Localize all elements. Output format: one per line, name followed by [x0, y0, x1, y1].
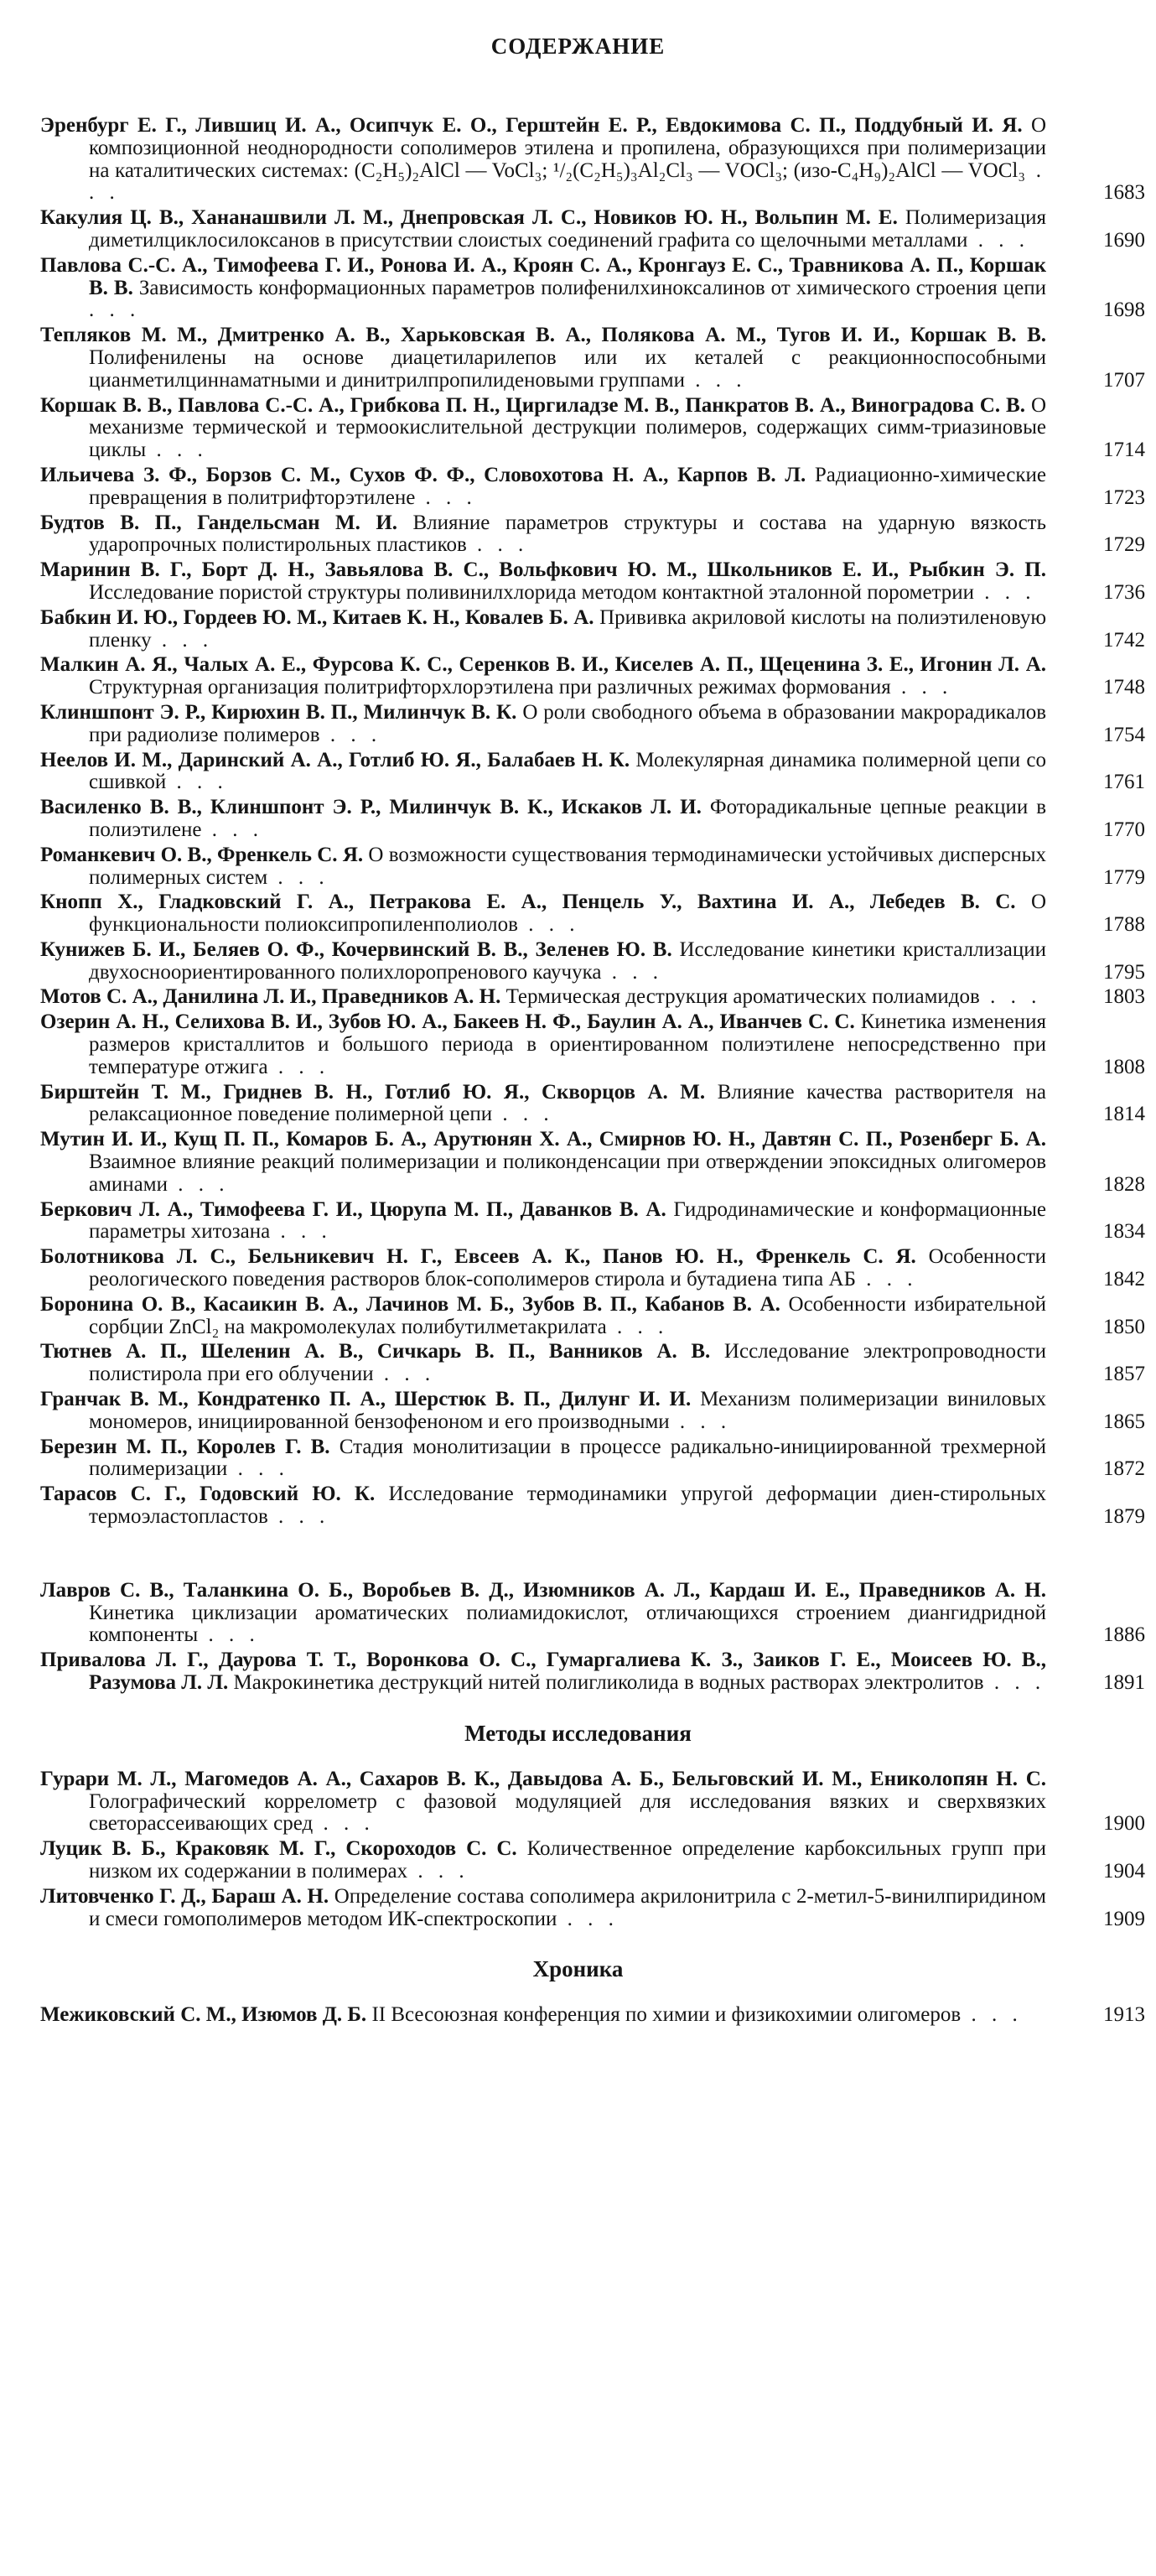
leader-dots: . . .: [557, 1907, 619, 1930]
leader-dots: . . .: [201, 818, 263, 841]
entry-authors: Лавров С. В., Таланкина О. Б., Воробьев В. Д., Изюмников А. Л., Кардаш И. Е., Праведников А. Н.: [40, 1578, 1046, 1602]
toc-entry: [40, 1080, 1145, 1127]
entry-authors: Павлова С.-С. А., Тимофеева Г. И., Ронова И. А., Кроян С. А., Кронгауз Е. С., Травникова А. П., Коршак В. В.: [40, 253, 1046, 299]
leader-dots: . . .: [492, 1103, 554, 1126]
entry-title: Количественное определение карбоксильных групп при низком их содержании в полимерах: [89, 1837, 1047, 1883]
entry-title: Исследование электропроводности полистирола при его облучении: [89, 1340, 1047, 1386]
entry-title: Влияние качества растворителя на релаксационное поведение полимерной цепи: [89, 1080, 1046, 1126]
entry-authors: Межиковский С. М., Изюмов Д. Б.: [40, 2003, 367, 2027]
entry-authors: Озерин А. Н., Селихова В. И., Зубов Ю. А., Бакеев Н. Ф., Баулин А. А., Иванчев С. С.: [40, 1010, 855, 1034]
entry-authors: Маринин В. Г., Борт Д. Н., Завьялова В. С., Вольфкович Ю. М., Школьников Е. И., Рыбкин Э. П.: [40, 558, 1046, 582]
entry-authors: Литовченко Г. Д., Бараш А. Н.: [40, 1884, 329, 1908]
leader-dots: . . .: [167, 1172, 230, 1196]
entry-page-number: 1795: [1103, 960, 1145, 984]
entry-page-number: 1788: [1103, 913, 1145, 937]
entry-title: Особенности реологического поведения растворов блок-сополимеров стирола и бутадиена типа АБ: [89, 1245, 1046, 1291]
leader-dots: . . .: [979, 985, 1042, 1009]
leader-dots: . . .: [270, 1220, 332, 1244]
page-title: СОДЕРЖАНИЕ: [490, 34, 666, 59]
entry-authors: Кунижев Б. И., Беляев О. Ф., Кочервинский В. В., Зеленев Ю. В.: [40, 937, 672, 961]
toc-entry: [40, 796, 1145, 842]
toc-entry: [40, 1483, 1145, 1529]
entry-page-number: 1770: [1103, 818, 1145, 841]
entry-page-number: 1900: [1103, 1812, 1145, 1836]
entry-title: Молекулярная динамика полимерной цепи со сшивкой: [89, 748, 1046, 794]
entry-authors: Ильичева З. Ф., Борзов С. М., Сухов Ф. Ф., Словохотова Н. А., Карпов В. Л.: [40, 463, 806, 486]
entry-authors: Боронина О. В., Касаикин В. А., Лачинов М. Б., Зубов В. П., Кабанов В. А.: [40, 1292, 780, 1316]
leader-dots: . . .: [606, 1315, 669, 1338]
entry-title: О роли свободного объема в образовании макрорадикалов при радиолизе полимеров: [89, 700, 1046, 746]
leader-dots: . . .: [983, 1671, 1046, 1694]
section-spacer: [0, 1982, 1156, 2004]
toc-entry: [40, 605, 1145, 652]
entry-page-number: 1754: [1103, 723, 1145, 746]
entry-page-number: 1891: [1103, 1671, 1145, 1694]
contents-group-methods: [0, 1767, 1145, 1931]
entry-page-number: 1761: [1103, 771, 1145, 794]
entry-title: Исследование пористой структуры поливинилхлорида методом контактной эталонной порометрии: [89, 580, 975, 604]
entry-authors: Бабкин И. Ю., Гордеев Ю. М., Китаев К. Н., Ковалев Б. А.: [40, 605, 594, 629]
entry-authors: Гранчак В. М., Кондратенко П. А., Шерстюк В. П., Дилунг И. И.: [40, 1388, 692, 1411]
entry-page-number: 1742: [1103, 628, 1145, 652]
toc-entry: [40, 1649, 1145, 1695]
entry-page-number: 1872: [1103, 1457, 1145, 1481]
leader-dots: . . .: [407, 1859, 469, 1883]
toc-entry: [40, 1245, 1145, 1291]
leader-dots: . . .: [313, 1812, 375, 1836]
entry-authors: Малкин А. Я., Чалых А. Е., Фурсова К. С., Серенков В. И., Киселев А. П., Щеценина З. Е., Игонин Л. А.: [40, 653, 1046, 677]
leader-dots: . . .: [684, 368, 747, 392]
entry-page-number: 1842: [1103, 1268, 1145, 1291]
entry-authors: Беркович Л. А., Тимофеева Г. И., Цюрупа М. П., Даванков В. А.: [40, 1197, 666, 1221]
entry-authors: Луцик В. Б., Краковяк М. Г., Скороходов С. С.: [40, 1837, 517, 1861]
entry-authors: Привалова Л. Г., Даурова Т. Т., Воронкова О. С., Гумаргалиева К. З., Заиков Г. Е., Моисеев Ю. В., Разумова Л. Л.: [40, 1649, 1046, 1694]
entry-authors: Тепляков М. М., Дмитренко А. В., Харьковская В. А., Полякова А. М., Тугов И. И., Коршак В. В.: [40, 324, 1046, 347]
entry-page-number: 1714: [1103, 439, 1145, 462]
entry-page-number: 1879: [1103, 1505, 1145, 1529]
leader-dots: . . .: [669, 1410, 732, 1433]
leader-dots: . . .: [466, 533, 529, 557]
entry-title: Гидродинамические и конформационные параметры хитозана: [89, 1197, 1047, 1244]
leader-dots: . . .: [227, 1457, 289, 1481]
leader-dots: . . .: [267, 1055, 330, 1078]
leader-dots: . . .: [890, 676, 953, 699]
leader-dots: . . .: [198, 1623, 260, 1647]
entry-page-number: 1723: [1103, 486, 1145, 509]
entry-title: Исследование кинетики кристаллизации двухосноориентированного полихлоропренового каучука: [89, 937, 1047, 984]
entry-authors: Неелов И. М., Даринский А. А., Готлиб Ю. Я., Балабаев Н. К.: [40, 748, 630, 771]
entry-authors: Мутин И. И., Кущ П. П., Комаров Б. А., Арутюнян Х. А., Смирнов Ю. Н., Давтян С. П., Розенберг Б. А.: [40, 1128, 1046, 1151]
entry-title: Радиационно-химические превращения в политрифторэтилене: [89, 463, 1046, 509]
toc-entry: [40, 511, 1145, 558]
entry-title: II Всесоюзная конференция по химии и физикохимии олигомеров: [371, 2003, 962, 2027]
toc-entry: [40, 1388, 1145, 1434]
entry-page-number: 1886: [1103, 1623, 1145, 1647]
leader-dots: . . .: [974, 580, 1036, 604]
group-spacer: [0, 1531, 1156, 1580]
entry-page-number: 1913: [1103, 2003, 1145, 2027]
entry-title: Влияние параметров структуры и состава на ударную вязкость ударопрочных полистирольных пластиков: [89, 511, 1046, 557]
entry-page-number: 1814: [1103, 1103, 1145, 1126]
leader-dots: . . .: [267, 865, 329, 889]
toc-entry: [40, 1837, 1145, 1883]
leader-dots: . . .: [89, 299, 141, 322]
entry-page-number: 1683: [1103, 181, 1145, 205]
leader-dots: . . .: [166, 771, 228, 794]
toc-entry: [40, 937, 1145, 984]
toc-entry: [40, 324, 1145, 392]
entry-page-number: 1779: [1103, 865, 1145, 889]
section-spacer: [0, 1747, 1156, 1768]
entry-authors: Василенко В. В., Клиншпонт Э. Р., Милинчук В. К., Искаков Л. И.: [40, 796, 702, 819]
leader-dots: . . .: [601, 960, 663, 984]
entry-page-number: 1808: [1103, 1055, 1145, 1078]
entry-authors: Будтов В. П., Гандельсман М. И.: [40, 511, 398, 534]
toc-entry: [40, 985, 1145, 1009]
toc-entry: [40, 558, 1145, 605]
toc-entry: [40, 1010, 1145, 1078]
toc-entry: [40, 114, 1145, 205]
leader-dots: . . .: [517, 913, 580, 937]
leader-dots: . . .: [89, 158, 1047, 205]
entry-title: Голографический коррелометр с фазовой модуляцией для исследования вязких и сверхвязких светорассеивающих сред: [89, 1789, 1046, 1836]
leader-dots: . . .: [415, 486, 477, 509]
entry-page-number: 1834: [1103, 1220, 1145, 1244]
entry-page-number: 1698: [1103, 299, 1145, 322]
entry-authors: Коршак В. В., Павлова С.-С. А., Грибкова П. Н., Циргиладзе М. В., Панкратов В. А., Виноградова С. В.: [40, 393, 1025, 417]
entry-title: Термическая деструкция ароматических полиамидов: [505, 985, 980, 1009]
entry-title: Особенности избирательной сорбции ZnCl₂ на макромолекулах полибутилметакрилата: [89, 1292, 1046, 1338]
leader-dots: . . .: [855, 1268, 918, 1291]
entry-authors: Романкевич О. В., Френкель С. Я.: [40, 843, 364, 866]
toc-entry: [40, 891, 1145, 937]
toc-entry: [40, 1128, 1145, 1196]
entry-page-number: 1850: [1103, 1315, 1145, 1338]
leader-dots: . . .: [151, 628, 214, 652]
section-title-chronicle: Хроника: [532, 1956, 624, 1982]
toc-entry: [40, 1197, 1145, 1244]
entry-title: Стадия монолитизации в процессе радикально-инициированной трехмерной полимеризации: [89, 1435, 1047, 1481]
entry-title: Исследование термодинамики упругой деформации диен-стирольных термоэластопластов: [89, 1483, 1046, 1529]
toc-entry: [40, 700, 1145, 747]
leader-dots: . . .: [967, 228, 1029, 252]
toc-entry: [40, 463, 1145, 510]
entry-authors: Березин М. П., Королев Г. В.: [40, 1435, 330, 1458]
entry-page-number: 1707: [1103, 368, 1145, 392]
entry-title: О возможности существования термодинамически устойчивых дисперсных полимерных систем: [89, 843, 1047, 889]
toc-entry: [40, 1578, 1145, 1647]
leader-dots: . . .: [146, 439, 208, 462]
entry-title: О механизме термической и термоокислительной деструкции полимеров, содержащих симм-триазиновые циклы: [89, 393, 1047, 462]
entry-authors: Бирштейн Т. М., Гриднев В. Н., Готлиб Ю. Я., Скворцов А. М.: [40, 1080, 706, 1104]
toc-entry: [40, 2003, 1145, 2027]
entry-page-number: 1909: [1103, 1907, 1145, 1930]
section-spacer: [0, 1697, 1156, 1721]
entry-title: Прививка акриловой кислоты на полиэтиленовую пленку: [89, 605, 1046, 652]
entry-authors: Гурари М. Л., Магомедов А. А., Сахаров В. К., Давыдова А. Б., Бельговский И. М., Ениколопян Н. С.: [40, 1767, 1046, 1790]
toc-entry: [40, 206, 1145, 252]
contents-group-chronicle: [0, 2003, 1145, 2027]
entry-page-number: 1748: [1103, 676, 1145, 699]
toc-entry: [40, 1435, 1145, 1482]
entry-title: Кинетика изменения размеров кристаллитов и большого периода в ориентированном полиэтилене непосредственно при температуре отжига: [89, 1010, 1047, 1078]
toc-entry: [40, 1292, 1145, 1339]
toc-entry: [40, 1767, 1145, 1836]
toc-entry: [40, 748, 1145, 795]
contents-group-1: [0, 114, 1145, 1529]
entry-title: О композиционной неоднородности сополимеров этилена и пропилена, образующихся при полимеризации на каталитических системах: (C₂H₅)₂AlCl — VoCl₃; ¹/₂(C₂H₅)₃Al₂Cl₃ — VOCl₃; (изо-C₄H₉)₂AlCl — VOCl₃: [89, 114, 1046, 182]
leader-dots: . . .: [373, 1363, 436, 1386]
entry-authors: Тарасов С. Г., Годовский Ю. К.: [40, 1483, 376, 1506]
entry-page-number: 1857: [1103, 1363, 1145, 1386]
entry-title: Взаимное влияние реакций полимеризации и поликонденсации при отверждении эпоксидных олигомеров аминами: [89, 1150, 1046, 1196]
entry-authors: Болотникова Л. С., Бельникевич Н. Г., Евсеев А. К., Панов Ю. Н., Френкель С. Я.: [40, 1245, 916, 1269]
entry-page-number: 1690: [1103, 228, 1145, 252]
toc-entry: [40, 1340, 1145, 1386]
entry-page-number: 1865: [1103, 1410, 1145, 1433]
entry-authors: Эренбург Е. Г., Лившиц И. А., Осипчук Е. О., Герштейн Е. Р., Евдокимова С. П., Поддубный И. Я.: [40, 114, 1023, 137]
leader-dots: . . .: [267, 1505, 330, 1529]
entry-page-number: 1729: [1103, 533, 1145, 557]
entry-title: Структурная организация политрифторхлорэтилена при различных режимах формования: [89, 676, 891, 699]
entry-page-number: 1828: [1103, 1172, 1145, 1196]
entry-title: Полифенилены на основе диацетиларилепов или их кеталей с реакционноспособными цианметилциннаматными и динитрилпропилиденовыми группами: [89, 345, 1046, 392]
entry-title: Макрокинетика деструкций нитей полигликолида в водных растворах электролитов: [233, 1671, 984, 1694]
contents-group-2: [0, 1578, 1145, 1695]
entry-title: Кинетика циклизации ароматических полиамидокислот, отличающихся строением диангидридной компоненты: [89, 1601, 1046, 1647]
entry-title: Полимеризация диметилциклосилоксанов в присутствии слоистых соединений графита со щелочными металлами: [89, 206, 1046, 252]
toc-entry: [40, 843, 1145, 890]
entry-page-number: 1904: [1103, 1859, 1145, 1883]
toc-entry: [40, 253, 1145, 322]
toc-entry: [40, 653, 1145, 699]
entry-title: Зависимость конформационных параметров полифенилхиноксалинов от химического строения цепи: [138, 276, 1046, 299]
entry-title: О функциональности полиоксипропиленполиолов: [89, 891, 1047, 937]
entry-authors: Какулия Ц. В., Хананашвили Л. М., Днепровская Л. С., Новиков Ю. Н., Вольпин М. Е.: [40, 206, 898, 230]
section-spacer: [0, 1933, 1156, 1956]
entry-title: Фоторадикальные цепные реакции в полиэтилене: [89, 796, 1047, 841]
entry-authors: Мотов С. А., Данилина Л. И., Праведников А. Н.: [40, 985, 501, 1009]
entry-page-number: 1736: [1103, 580, 1145, 604]
entry-authors: Тютнев А. П., Шеленин А. В., Сичкарь В. П., Ванников А. В.: [40, 1340, 711, 1363]
entry-page-number: 1803: [1103, 985, 1145, 1009]
toc-entry: [40, 393, 1145, 462]
leader-dots: . . .: [961, 2003, 1023, 2027]
entry-title: Механизм полимеризации виниловых мономеров, инициированной бензофеноном и его производными: [89, 1388, 1047, 1433]
leader-dots: . . .: [319, 723, 382, 746]
entry-authors: Клиншпонт Э. Р., Кирюхин В. П., Милинчук В. К.: [40, 700, 517, 724]
toc-entry: [40, 1884, 1145, 1931]
entry-title: Определение состава сополимера акрилонитрила с 2-метил-5-винилпиридином и смеси гомополимеров методом ИК-спектроскопии: [89, 1884, 1046, 1930]
entry-authors: Кнопп Х., Гладковский Г. А., Петракова Е. А., Пенцель У., Вахтина И. А., Лебедев В. С.: [40, 891, 1016, 914]
section-title-methods: Методы исследования: [464, 1720, 692, 1746]
